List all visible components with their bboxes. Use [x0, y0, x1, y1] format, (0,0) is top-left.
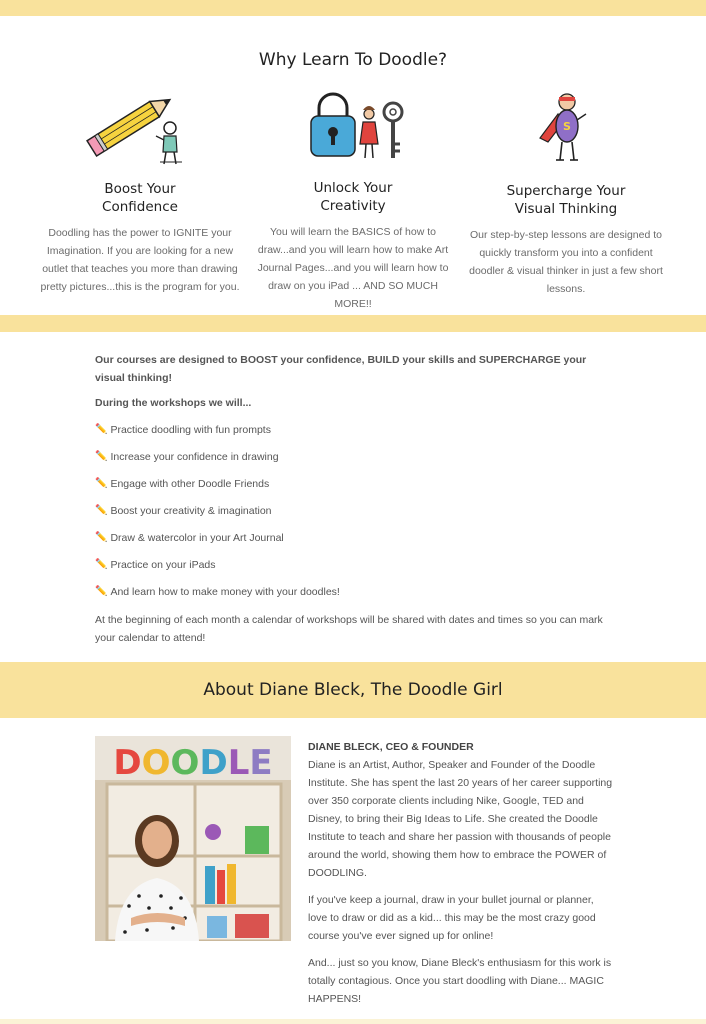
pencil-icon: ✏️	[95, 586, 108, 597]
courses-outro: At the beginning of each month a calendar of workshops will be shared with dates and times so you can mark your calendar to attend!	[95, 614, 603, 644]
pencil-icon: ✏️	[95, 505, 108, 516]
doodle-sign: DOODLE	[113, 743, 273, 783]
founder-bio	[308, 738, 613, 1017]
list-item: ✏️ Engage with other Doodle Friends	[95, 478, 270, 490]
superhero-doodle-icon	[466, 86, 666, 171]
about-section	[0, 718, 706, 1024]
founder-name: DIANE BLECK, CEO & FOUNDER	[308, 741, 474, 753]
founder-photo	[95, 736, 291, 941]
section-title: Why Learn To Doodle?	[258, 50, 448, 70]
courses-section	[0, 332, 706, 662]
pencil-icon: ✏️	[95, 478, 108, 489]
workshop-list	[95, 424, 340, 613]
list-item: ✏️ Increase your confidence in drawing	[95, 451, 279, 463]
list-item: ✏️ Practice on your iPads	[95, 559, 216, 571]
bio-paragraph: If you've keep a journal, draw in your bullet journal or planner, love to draw or did as a kid... this may be the most crazy good course you've ever signed up for online!	[308, 894, 596, 942]
divider-band	[0, 315, 706, 332]
pencil-doodle-icon	[40, 76, 240, 176]
bottom-band	[0, 1019, 706, 1024]
feature-text: Our step-by-step lessons are designed to quickly transform you into a confident doodler & visual thinker in just a few short lessons.	[469, 229, 663, 295]
feature-heading: Supercharge Your Visual Thinking	[506, 183, 626, 217]
list-item: ✏️ Boost your creativity & imagination	[95, 505, 272, 517]
pencil-icon: ✏️	[95, 532, 108, 543]
about-title-band	[0, 662, 706, 718]
list-item: ✏️ Draw & watercolor in your Art Journal	[95, 532, 284, 544]
why-learn-section	[0, 16, 706, 315]
workshops-heading: During the workshops we will...	[95, 397, 252, 409]
pencil-icon: ✏️	[95, 451, 108, 462]
lock-key-doodle-icon	[253, 86, 453, 166]
courses-lead: Our courses are designed to BOOST your confidence, BUILD your skills and SUPERCHARGE your visual thinking!	[95, 354, 587, 384]
feature-text: You will learn the BASICS of how to draw...and you will learn how to make Art Journal Pages...and you will learn how to draw on you iPad ... AND SO MUCH MORE!!	[257, 226, 449, 310]
about-title: About Diane Bleck, The Doodle Girl	[203, 680, 503, 700]
pencil-icon: ✏️	[95, 559, 108, 570]
feature-heading: Unlock Your Creativity	[313, 180, 393, 214]
list-item: ✏️ Practice doodling with fun prompts	[95, 424, 271, 436]
feature-text: Doodling has the power to IGNITE your Imagination. If you are looking for a new outlet that teaches you more than drawing pretty pictures...this is the program for you.	[40, 227, 240, 293]
svg-text:S: S	[563, 120, 571, 133]
feature-heading: Boost Your Confidence	[102, 181, 178, 215]
bio-paragraph: And... just so you know, Diane Bleck's enthusiasm for this work is totally contagious. Once you start doodling with Diane... MAGIC HAPPENS!	[308, 957, 612, 1005]
pencil-icon: ✏️	[95, 424, 108, 435]
list-item: ✏️ And learn how to make money with your doodles!	[95, 586, 340, 598]
bio-paragraph: Diane is an Artist, Author, Speaker and Founder of the Doodle Institute. She has spent the last 20 years of her career supporting over 350 corporate clients including Nike, Google, TED and Disney, to bring their Big Ideas to Life. She created the Doodle Institute to teach and share her passion with thousands of people around the world, showing them how to embrace the POWER of DOODLING.	[308, 759, 613, 879]
top-band	[0, 0, 706, 16]
